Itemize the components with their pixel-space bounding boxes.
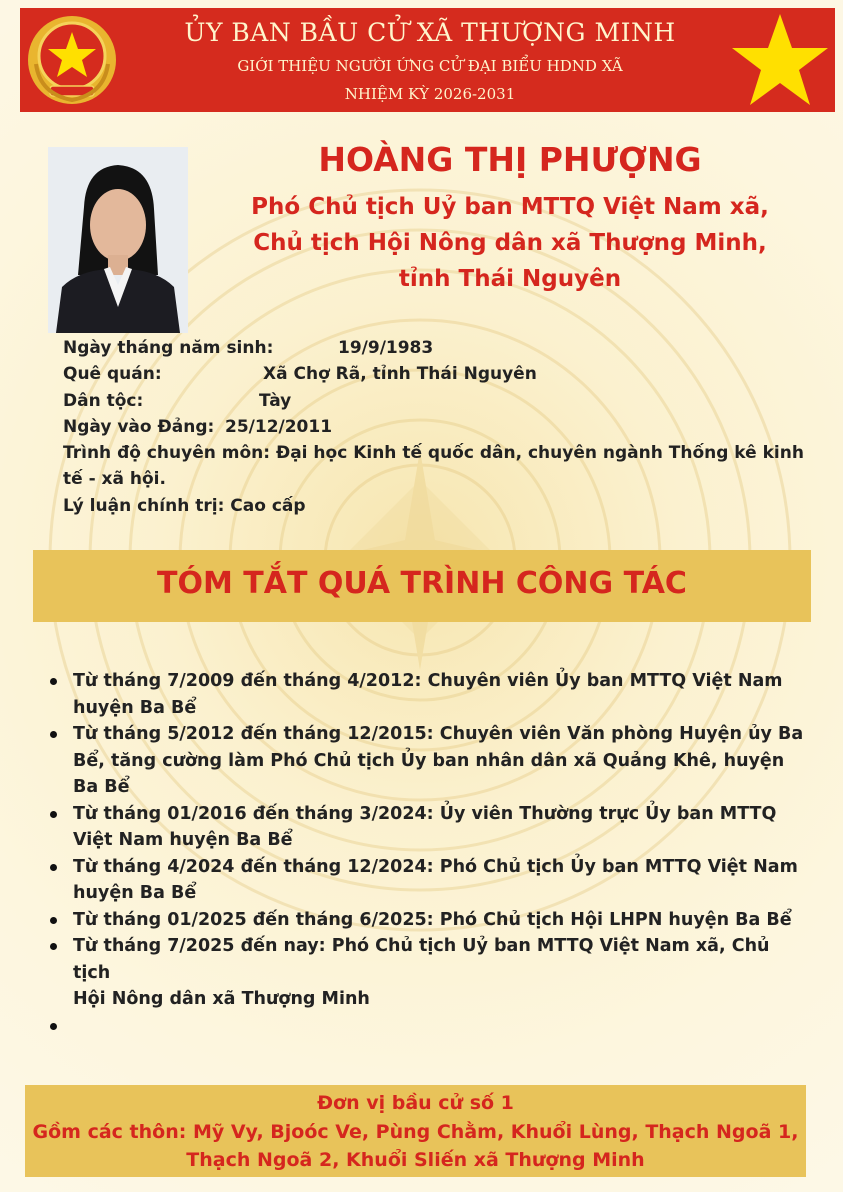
- info-ethnicity-value: Tày: [259, 391, 292, 411]
- bullet-icon: [50, 678, 57, 685]
- info-politics: Lý luận chính trị: Cao cấp: [63, 496, 306, 516]
- career-item-line: [73, 1013, 810, 1040]
- career-item: [50, 721, 810, 801]
- info-ethnicity-label: Dân tộc:: [63, 391, 144, 411]
- candidate-photo: [48, 147, 188, 333]
- career-item: [50, 854, 810, 907]
- info-dob-value: 19/9/1983: [338, 338, 434, 358]
- header-banner: [20, 8, 835, 112]
- career-item-line: Từ tháng 7/2025 đến nay: Phó Chủ tịch Uỷ ban MTTQ Việt Nam xã, Chủ tịch: [73, 936, 770, 983]
- career-item: [50, 907, 810, 934]
- info-education-line-1: Trình độ chuyên môn: Đại học Kinh tế quốc dân, chuyên ngành Thống kê kinh: [63, 443, 804, 463]
- candidate-role-line-2: Chủ tịch Hội Nông dân xã Thượng Minh,: [253, 230, 767, 256]
- career-item-line: Từ tháng 01/2016 đến tháng 3/2024: Ủy viên Thường trực Ủy ban MTTQ: [73, 803, 777, 824]
- info-party: [63, 417, 333, 437]
- career-item-line: Từ tháng 01/2025 đến tháng 6/2025: Phó Chủ tịch Hội LHPN huyện Ba Bể: [73, 909, 792, 930]
- career-item-line: Từ tháng 4/2024 đến tháng 12/2024: Phó Chủ tịch Ủy ban MTTQ Việt Nam: [73, 856, 798, 877]
- vietnam-national-emblem-icon: [26, 14, 118, 106]
- bullet-icon: [50, 731, 57, 738]
- info-dob-label: Ngày tháng năm sinh:: [63, 338, 274, 358]
- career-item: [50, 801, 810, 854]
- bullet-icon: [50, 943, 57, 950]
- header-subtitle: GIỚI THIỆU NGƯỜI ỨNG CỬ ĐẠI BIỂU HDND XÃ: [237, 57, 623, 75]
- career-item-line: Việt Nam huyện Ba Bể: [73, 830, 293, 850]
- career-item-line: Từ tháng 7/2009 đến tháng 4/2012: Chuyên viên Ủy ban MTTQ Việt Nam: [73, 671, 783, 691]
- career-item-line: Ba Bể: [73, 777, 130, 797]
- career-item-line: huyện Ba Bể: [73, 697, 197, 718]
- bullet-icon: [50, 1023, 57, 1030]
- bullet-icon: [50, 811, 57, 818]
- career-item: [50, 933, 810, 1013]
- info-ethnicity: [63, 391, 292, 411]
- career-item: [50, 1013, 810, 1040]
- career-section-banner: [33, 550, 811, 622]
- career-item-line: huyện Ba Bể: [73, 883, 197, 903]
- info-dob: [63, 338, 434, 358]
- electoral-unit-villages-line-2: Thạch Ngoã 2, Khuổi Sliến xã Thượng Minh: [186, 1149, 645, 1171]
- candidate-role-line-1: Phó Chủ tịch Uỷ ban MTTQ Việt Nam xã,: [251, 194, 769, 220]
- info-hometown-label: Quê quán:: [63, 364, 162, 384]
- career-item-line: Hội Nông dân xã Thượng Minh: [73, 989, 370, 1009]
- info-hometown: [63, 364, 537, 384]
- career-section-title: TÓM TẮT QUÁ TRÌNH CÔNG TÁC: [157, 566, 687, 601]
- header-term: NHIỆM KỲ 2026-2031: [344, 85, 516, 103]
- electoral-unit-title: Đơn vị bầu cử số 1: [317, 1092, 514, 1114]
- bullet-icon: [50, 917, 57, 924]
- candidate-name: HOÀNG THỊ PHƯỢNG: [318, 140, 702, 179]
- info-hometown-value: Xã Chợ Rã, tỉnh Thái Nguyên: [263, 364, 537, 384]
- career-item-line: Từ tháng 5/2012 đến tháng 12/2015: Chuyên viên Văn phòng Huyện ủy Ba: [73, 724, 804, 744]
- person-portrait-icon: [48, 147, 188, 333]
- yellow-star-icon: [725, 8, 835, 112]
- info-education-line-2: tế - xã hội.: [63, 469, 166, 489]
- career-item: [50, 668, 810, 721]
- header-title: ỦY BAN BẦU CỬ XÃ THƯỢNG MINH: [184, 18, 676, 47]
- electoral-unit-box: [25, 1085, 806, 1177]
- career-item-line: Bể, tăng cường làm Phó Chủ tịch Ủy ban nhân dân xã Quảng Khê, huyện: [73, 750, 785, 771]
- electoral-unit-villages-line-1: Gồm các thôn: Mỹ Vy, Bjoóc Ve, Pùng Chằm, Khuổi Lùng, Thạch Ngoã 1,: [32, 1121, 799, 1143]
- candidate-role-line-3: tỉnh Thái Nguyên: [398, 266, 622, 292]
- info-party-label: Ngày vào Đảng:: [63, 417, 215, 437]
- bullet-icon: [50, 864, 57, 871]
- info-party-value: 25/12/2011: [225, 417, 333, 437]
- career-list: [50, 668, 810, 1039]
